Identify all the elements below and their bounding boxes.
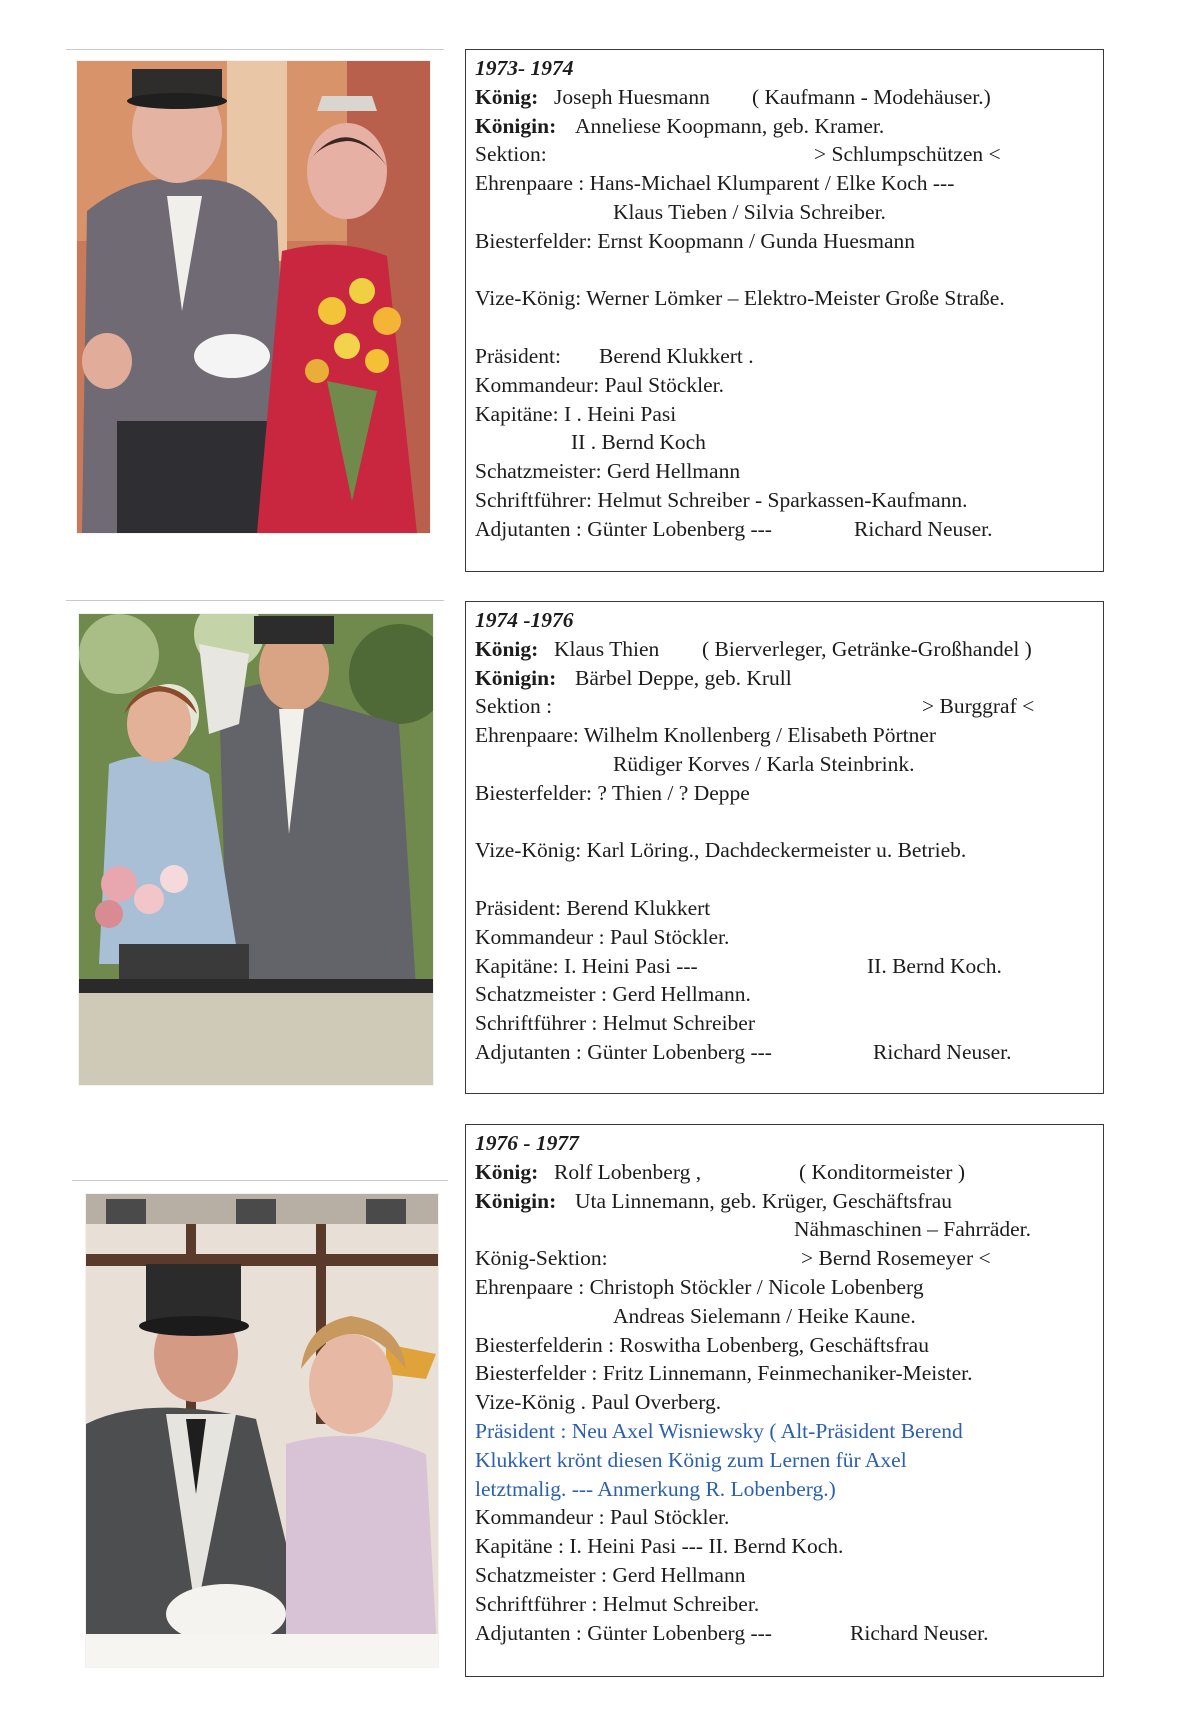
koenigin-label: Königin: bbox=[475, 113, 557, 138]
koenigin-label: Königin: bbox=[475, 665, 557, 690]
praesident-line-3: letztmalig. --- Anmerkung R. Lobenberg.) bbox=[475, 1476, 836, 1501]
vize-koenig: Vize-König: Werner Lömker – Elektro-Meister Große Straße. bbox=[475, 286, 1005, 311]
koenig-name: Klaus Thien bbox=[554, 636, 660, 661]
biesterfelder: Biesterfelder : Fritz Linnemann, Feinmechaniker-Meister. bbox=[475, 1361, 973, 1386]
koenig-label: König: bbox=[475, 84, 539, 109]
adjutanten: Adjutanten : Günter Lobenberg --- bbox=[475, 1620, 772, 1645]
vize-koenig: Vize-König . Paul Overberg. bbox=[475, 1390, 722, 1415]
biesterfelder: Biesterfelder: Ernst Koopmann / Gunda Huesmann bbox=[475, 228, 916, 253]
koenigin-value: Uta Linnemann, geb. Krüger, Geschäftsfrau bbox=[575, 1188, 953, 1213]
entry-1973-1974 bbox=[465, 49, 1104, 572]
praesident: Präsident: Berend Klukkert bbox=[475, 895, 711, 920]
kapitaene: Kapitäne: I. Heini Pasi --- bbox=[475, 953, 698, 978]
king-queen-carriage-photo-icon bbox=[86, 1194, 438, 1667]
entry-1976-1977 bbox=[465, 1124, 1104, 1677]
adjutanten-second: Richard Neuser. bbox=[850, 1620, 989, 1645]
kommandeur: Kommandeur : Paul Stöckler. bbox=[475, 1505, 730, 1530]
koenig-label: König: bbox=[475, 1159, 539, 1184]
sektion-value: > Burggraf < bbox=[922, 694, 1035, 719]
praesident-line-2: Klukkert krönt diesen König zum Lernen für Axel bbox=[475, 1447, 907, 1472]
kommandeur: Kommandeur: Paul Stöckler. bbox=[475, 372, 725, 397]
praesident-line-1: Präsident : Neu Axel Wisniewsky ( Alt-Präsident Berend bbox=[475, 1418, 963, 1443]
praesident-value: Berend Klukkert . bbox=[599, 343, 754, 368]
koenigin-value: Anneliese Koopmann, geb. Kramer. bbox=[575, 113, 885, 138]
ehrenpaare: Ehrenpaare : Hans-Michael Klumparent / Elke Koch --- bbox=[475, 171, 955, 196]
schriftfuehrer: Schriftführer: Helmut Schreiber - Sparkassen-Kaufmann. bbox=[475, 487, 968, 512]
schriftfuehrer: Schriftführer : Helmut Schreiber. bbox=[475, 1591, 760, 1616]
ehrenpaare: Ehrenpaare: Wilhelm Knollenberg / Elisabeth Pörtner bbox=[475, 723, 937, 748]
kommandeur: Kommandeur : Paul Stöckler. bbox=[475, 924, 730, 949]
kapitaene: Kapitäne : I. Heini Pasi --- II. Bernd Koch. bbox=[475, 1534, 844, 1559]
photo-1973-1974 bbox=[77, 61, 430, 533]
photo-1976-1977 bbox=[86, 1194, 438, 1667]
entry-1974-1976 bbox=[465, 601, 1104, 1094]
schriftfuehrer: Schriftführer : Helmut Schreiber bbox=[475, 1011, 756, 1036]
sektion-label: König-Sektion: bbox=[475, 1246, 608, 1271]
king-queen-photo-icon bbox=[77, 61, 430, 533]
king-queen-carriage-photo-icon bbox=[79, 614, 433, 1085]
kapitaene-second: II. Bernd Koch. bbox=[867, 953, 1002, 978]
ehrenpaare: Ehrenpaare : Christoph Stöckler / Nicole Lobenberg bbox=[475, 1274, 924, 1299]
rule-3 bbox=[72, 1180, 448, 1181]
sektion-label: Sektion: bbox=[475, 142, 547, 167]
vize-koenig: Vize-König: Karl Löring., Dachdeckermeister u. Betrieb. bbox=[475, 838, 967, 863]
sektion-value: > Schlumpschützen < bbox=[814, 142, 1001, 167]
adjutanten: Adjutanten : Günter Lobenberg --- bbox=[475, 1039, 772, 1064]
koenigin-value: Bärbel Deppe, geb. Krull bbox=[575, 665, 792, 690]
entry-year: 1974 -1976 bbox=[475, 608, 574, 632]
biesterfelderin: Biesterfelderin : Roswitha Lobenberg, Geschäftsfrau bbox=[475, 1332, 929, 1357]
kapitaene-1: Kapitäne: I . Heini Pasi bbox=[475, 401, 677, 426]
biesterfelder: Biesterfelder: ? Thien / ? Deppe bbox=[475, 780, 750, 805]
entry-year: 1973- 1974 bbox=[475, 56, 574, 80]
schatzmeister: Schatzmeister : Gerd Hellmann bbox=[475, 1562, 746, 1587]
schatzmeister: Schatzmeister: Gerd Hellmann bbox=[475, 459, 741, 484]
sektion-label: Sektion : bbox=[475, 694, 553, 719]
koenig-note: ( Kaufmann - Modehäuser.) bbox=[752, 84, 991, 109]
adjutanten-second: Richard Neuser. bbox=[873, 1039, 1012, 1064]
koenig-note: ( Bierverleger, Getränke-Großhandel ) bbox=[702, 636, 1032, 661]
kapitaene-2: II . Bernd Koch bbox=[571, 430, 706, 455]
rule-1 bbox=[66, 49, 444, 50]
ehrenpaare-cont: Klaus Tieben / Silvia Schreiber. bbox=[613, 199, 886, 224]
sektion-value: > Bernd Rosemeyer < bbox=[801, 1246, 991, 1271]
rule-2 bbox=[66, 600, 444, 601]
koenig-name: Rolf Lobenberg , bbox=[554, 1159, 702, 1184]
koenigin-cont: Nähmaschinen – Fahrräder. bbox=[794, 1217, 1032, 1242]
ehrenpaare-cont: Rüdiger Korves / Karla Steinbrink. bbox=[613, 751, 915, 776]
koenig-name: Joseph Huesmann bbox=[554, 84, 710, 109]
schatzmeister: Schatzmeister : Gerd Hellmann. bbox=[475, 982, 751, 1007]
praesident-label: Präsident: bbox=[475, 343, 561, 368]
photo-1974-1976 bbox=[79, 614, 433, 1085]
koenigin-label: Königin: bbox=[475, 1188, 557, 1213]
koenig-note: ( Konditormeister ) bbox=[799, 1159, 965, 1184]
ehrenpaare-cont: Andreas Sielemann / Heike Kaune. bbox=[613, 1303, 916, 1328]
adjutanten-second: Richard Neuser. bbox=[854, 516, 993, 541]
koenig-label: König: bbox=[475, 636, 539, 661]
adjutanten: Adjutanten : Günter Lobenberg --- bbox=[475, 516, 772, 541]
entry-year: 1976 - 1977 bbox=[475, 1131, 579, 1155]
